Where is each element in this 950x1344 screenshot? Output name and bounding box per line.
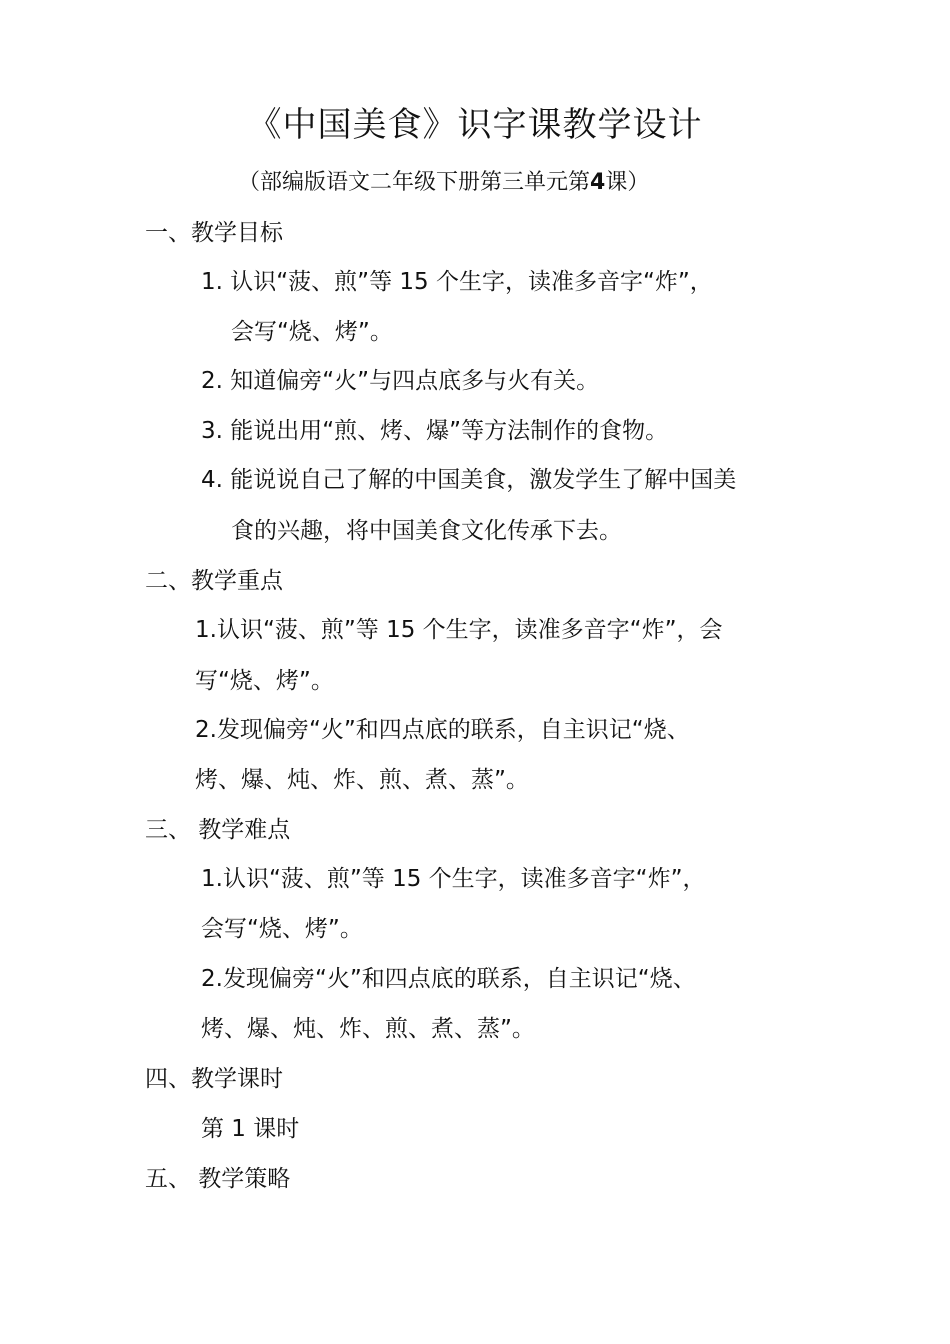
difficulty-line-2-cont: 烤、爆、炖、炸、煎、煮、蒸”。 [201, 1016, 535, 1042]
objective-line-4-cont: 食的兴趣，将中国美食文化传承下去。 [231, 518, 622, 544]
document-title: 《中国美食》识字课教学设计 [247, 105, 703, 145]
subtitle-lesson-number: 4 [590, 170, 606, 195]
objective-line-1-cont: 会写“烧、烤”。 [231, 319, 393, 345]
key-point-line-2: 2.发现偏旁“火”和四点底的联系，自主识记“烧、 [195, 717, 690, 743]
subtitle-suffix: 课） [605, 170, 650, 195]
key-point-line-1: 1.认识“菠、煎”等 15 个生字，读准多音字“炸”，会 [195, 617, 723, 643]
objective-line-2: 2. 知道偏旁“火”与四点底多与火有关。 [201, 368, 600, 394]
difficulty-line-1: 1.认识“菠、煎”等 15 个生字，读准多音字“炸”， [201, 866, 706, 892]
section-heading-objectives: 一、教学目标 [145, 220, 283, 246]
section-heading-strategy: 五、 教学策略 [145, 1166, 291, 1192]
objective-line-4: 4. 能说说自己了解的中国美食，激发学生了解中国美 [201, 467, 737, 493]
section-heading-difficulties: 三、 教学难点 [145, 817, 291, 843]
document-subtitle [238, 168, 649, 198]
difficulty-line-2: 2.发现偏旁“火”和四点底的联系，自主识记“烧、 [201, 966, 696, 992]
difficulty-line-1-cont: 会写“烧、烤”。 [201, 916, 363, 942]
key-point-line-1-cont: 写“烧、烤”。 [195, 668, 334, 694]
objective-line-3: 3. 能说出用“煎、烤、爆”等方法制作的食物。 [201, 418, 669, 444]
key-point-line-2-cont: 烤、爆、炖、炸、煎、煮、蒸”。 [195, 767, 529, 793]
class-hours-value: 第 1 课时 [201, 1116, 300, 1142]
section-heading-class-hours: 四、教学课时 [145, 1066, 283, 1092]
subtitle-prefix: （部编版语文二年级下册第三单元第 [238, 170, 591, 195]
section-heading-key-points: 二、教学重点 [145, 568, 283, 594]
objective-line-1: 1. 认识“菠、煎”等 15 个生字，读准多音字“炸”， [201, 269, 713, 295]
